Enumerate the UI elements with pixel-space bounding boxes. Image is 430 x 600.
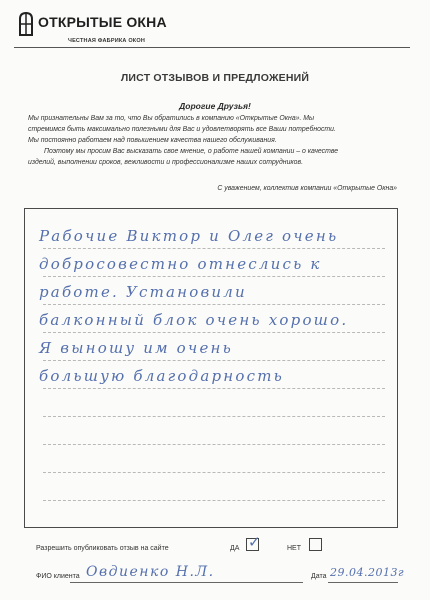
client-name-label: ФИО клиента: [36, 573, 80, 580]
signature: С уважением, коллектив компании «Открытые Окна»: [217, 185, 397, 192]
handwritten-line: балконный блок очень хорошо.: [39, 311, 349, 329]
no-checkbox[interactable]: [309, 538, 322, 551]
date-field[interactable]: 29.04.2013г: [330, 566, 405, 579]
intro-text: [28, 113, 400, 168]
ruled-line: [43, 276, 385, 277]
window-logo-icon: [18, 12, 34, 36]
handwritten-line: Я выношу им очень: [39, 339, 233, 357]
handwritten-line: Рабочие Виктор и Олег очень: [39, 227, 339, 245]
form-title: ЛИСТ ОТЗЫВОВ И ПРЕДЛОЖЕНИЙ: [120, 72, 310, 84]
ruled-line: [43, 472, 385, 473]
publish-permission-label: Разрешить опубликовать отзыв на сайте: [36, 545, 169, 552]
feedback-box[interactable]: [24, 208, 398, 528]
ruled-line: [43, 360, 385, 361]
ruled-line: [43, 444, 385, 445]
intro-line: Мы признательны Вам за то, что Вы обратились в компанию «Открытые Окна». Мы: [28, 115, 315, 122]
intro-line: Мы постоянно работаем над повышением качества нашего обслуживания.: [28, 137, 277, 144]
company-name: ОТКРЫТЫЕ ОКНА: [38, 14, 167, 30]
client-name-field[interactable]: Овдиенко Н.Л.: [86, 564, 215, 580]
date-underline: [328, 582, 398, 583]
ruled-line: [43, 388, 385, 389]
intro-line: изделий, выполнении сроков, вежливости и профессионализме наших сотрудников.: [28, 159, 304, 166]
handwritten-line: работе. Установили: [39, 283, 247, 301]
handwritten-line: большую благодарность: [39, 367, 285, 385]
ruled-line: [43, 416, 385, 417]
company-tagline: ЧЕСТНАЯ ФАБРИКА ОКОН: [68, 38, 145, 44]
handwritten-line: добросовестно отнеслись к: [39, 255, 322, 273]
ruled-line: [43, 248, 385, 249]
intro-line: стремимся быть максимально полезными для Вас и удовлетворять все Ваши потребности.: [28, 126, 336, 133]
checkmark-icon: ✓: [248, 533, 261, 551]
ruled-line: [43, 304, 385, 305]
client-name-underline: [70, 582, 303, 583]
header-divider: [14, 47, 410, 48]
greeting: Дорогие Друзья!: [179, 101, 251, 111]
ruled-line: [43, 500, 385, 501]
yes-label: ДА: [230, 545, 240, 552]
no-label: НЕТ: [287, 545, 301, 552]
date-label: Дата: [311, 573, 327, 580]
ruled-line: [43, 332, 385, 333]
intro-line: Поэтому мы просим Вас высказать свое мнение, о работе нашей компании – о качестве: [44, 148, 339, 155]
